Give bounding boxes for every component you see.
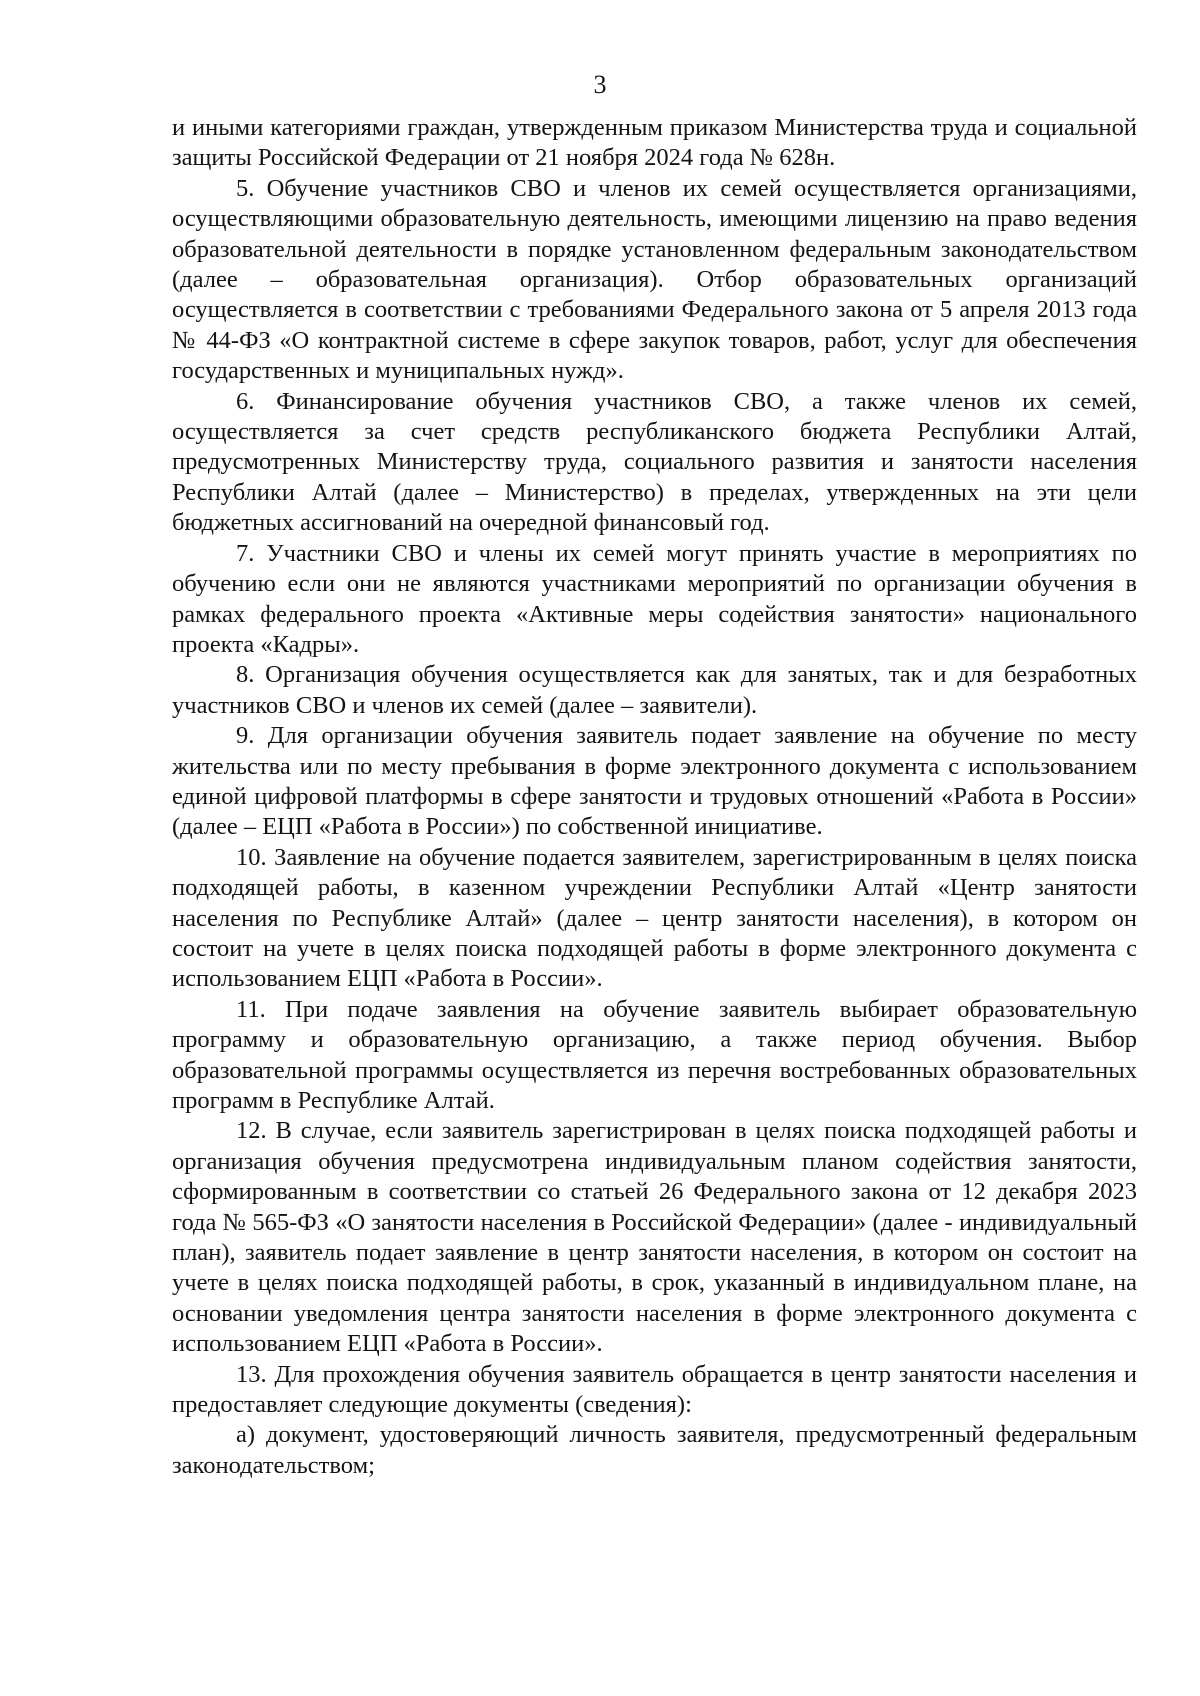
paragraph-number: 5. xyxy=(236,174,255,202)
paragraph-13 xyxy=(172,1360,1137,1421)
paragraph-text: Заявление на обучение подается заявителем, зарегистрированным в целях поиска подходящей работы, в казенном учреждении Республики Алтай «Центр занятости населения по Республике Алтай» (далее – центр занятости населения), в котором он состоит на учете в целях поиска подходящей работы в форме электронного документа с использованием ЕЦП «Работа в России». xyxy=(172,843,1138,993)
paragraph-11 xyxy=(172,995,1137,1117)
paragraph-continuation xyxy=(172,113,1137,174)
paragraph-number: 13. xyxy=(236,1360,267,1388)
paragraph-8 xyxy=(172,660,1137,721)
paragraph-number: 8. xyxy=(236,661,255,689)
paragraph-text: Участники СВО и члены их семей могут принять участие в мероприятиях по обучению если они не являются участниками мероприятий по организации обучения в рамках федерального проекта «Активные меры содействия занятости» национального проекта «Кадры». xyxy=(172,539,1137,658)
paragraph-number: 10. xyxy=(236,843,267,871)
paragraph-text: документ, удостоверяющий личность заявителя, предусмотренный федеральным законодательством; xyxy=(172,1421,1137,1479)
paragraph-text: и иными категориями граждан, утвержденным приказом Министерства труда и социальной защиты Российской Федерации от 21 ноября 2024 года № 628н. xyxy=(172,114,1137,172)
paragraph-number: 11. xyxy=(236,995,266,1023)
paragraph-number: 12. xyxy=(236,1117,267,1145)
document-body xyxy=(172,113,1137,1481)
paragraph-number: а) xyxy=(236,1421,256,1449)
paragraph-5 xyxy=(172,174,1137,387)
paragraph-text: Для прохождения обучения заявитель обращается в центр занятости населения и предоставляет следующие документы (сведения): xyxy=(172,1360,1137,1419)
paragraph-10 xyxy=(172,843,1137,995)
paragraph-6 xyxy=(172,387,1137,539)
paragraph-13-a xyxy=(172,1420,1137,1481)
paragraph-number: 7. xyxy=(236,539,255,567)
paragraph-text: Обучение участников СВО и членов их семей осуществляется организациями, осуществляющими образовательную деятельность, имеющими лицензию на право ведения образовательной деятельности в порядке установленном федеральным законодательством (далее – образовательная организация). Отбор образовательных организаций осуществляется в соответствии с требованиями Федерального закона от 5 апреля 2013 года № 44-ФЗ «О контрактной системе в сфере закупок товаров, работ, услуг для обеспечения государственных и муниципальных нужд». xyxy=(172,174,1137,385)
paragraph-number: 9. xyxy=(236,722,255,750)
paragraph-9 xyxy=(172,721,1137,843)
paragraph-text: Для организации обучения заявитель подает заявление на обучение по месту жительства или по месту пребывания в форме электронного документа с использованием единой цифровой платформы в сфере занятости и трудовых отношений «Работа в России» (далее – ЕЦП «Работа в России») по собственной инициативе. xyxy=(172,722,1138,841)
paragraph-number: 6. xyxy=(236,387,255,415)
paragraph-text: В случае, если заявитель зарегистрирован в целях поиска подходящей работы и организация обучения предусмотрена индивидуальным планом содействия занятости, сформированным в соответствии со статьей 26 Федерального закона от 12 декабря 2023 года № 565-ФЗ «О занятости населения в Российской Федерации» (далее - индивидуальный план), заявитель подает заявление в центр занятости населения, в котором он состоит на учете в целях поиска подходящей работы, в срок, указанный в индивидуальном плане, на основании уведомления центра занятости населения в форме электронного документа с использованием ЕЦП «Работа в России». xyxy=(172,1117,1137,1358)
paragraph-text: Финансирование обучения участников СВО, а также членов их семей, осуществляется за счет средств республиканского бюджета Республики Алтай, предусмотренных Министерству труда, социального развития и занятости населения Республики Алтай (далее – Министерство) в пределах, утвержденных на эти цели бюджетных ассигнований на очередной финансовый год. xyxy=(172,387,1138,537)
paragraph-7 xyxy=(172,539,1137,661)
page-number: 3 xyxy=(593,70,607,99)
paragraph-text: Организация обучения осуществляется как для занятых, так и для безработных участников СВО и членов их семей (далее – заявители). xyxy=(172,661,1137,719)
paragraph-text: При подаче заявления на обучение заявитель выбирает образовательную программу и образовательную организацию, а также период обучения. Выбор образовательной программы осуществляется из перечня востребованных образовательных программ в Республике Алтай. xyxy=(172,995,1137,1114)
paragraph-12 xyxy=(172,1116,1137,1359)
